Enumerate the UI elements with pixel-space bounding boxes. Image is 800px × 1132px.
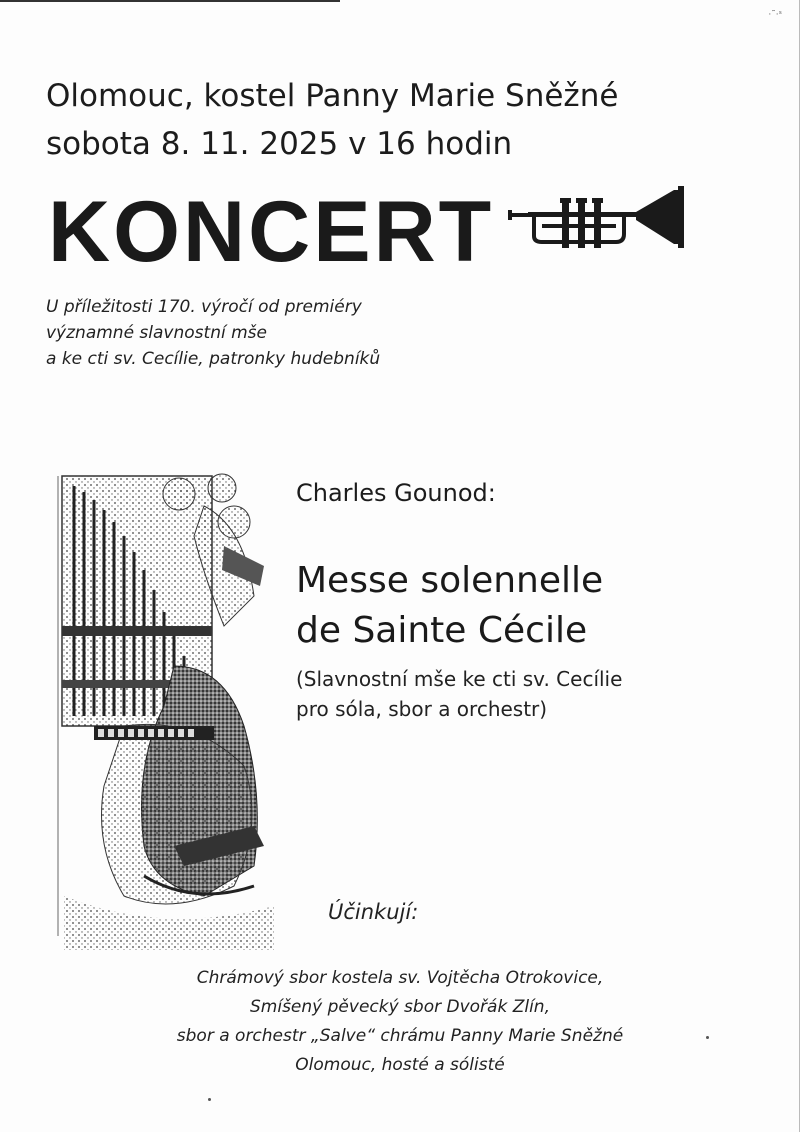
occasion-line-1: U příležitosti 170. výročí od premiéry — [46, 297, 362, 317]
work-subtitle-line-1: (Slavnostní mše ke cti sv. Cecílie — [296, 667, 623, 691]
occasion-line-2: významné slavnostní mše — [46, 323, 267, 343]
concert-title: KONCERT — [48, 184, 495, 280]
date-line: sobota 8. 11. 2025 v 16 hodin — [46, 126, 513, 162]
trumpet-icon — [506, 186, 686, 266]
saint-cecilia-organ-illustration — [54, 466, 280, 950]
work-subtitle-line-2: pro sóla, sbor a orchestr) — [296, 697, 548, 721]
top-divider — [0, 0, 340, 2]
scan-mark: ·˜·ˢ — [768, 10, 782, 20]
work-title — [296, 556, 603, 656]
performer-line-3: sbor a orchestr „Salve“ chrámu Panny Marie Sněžné — [176, 1026, 624, 1046]
scan-speck — [208, 1098, 211, 1101]
performer-line-2: Smíšený pěvecký sbor Dvořák Zlín, — [250, 997, 550, 1017]
performers-heading: Účinkují: — [328, 900, 419, 924]
performers-list — [100, 964, 700, 1080]
scan-speck — [706, 1036, 709, 1039]
work-title-line-1: Messe solennelle — [296, 560, 604, 601]
work-subtitle — [296, 664, 622, 724]
venue-line: Olomouc, kostel Panny Marie Sněžné — [46, 78, 619, 114]
composer-name: Charles Gounod: — [296, 479, 496, 507]
occasion-text — [46, 294, 380, 372]
performer-line-4: Olomouc, hosté a sólisté — [295, 1055, 505, 1075]
performer-line-1: Chrámový sbor kostela sv. Vojtěcha Otrokovice, — [196, 968, 604, 988]
occasion-line-3: a ke cti sv. Cecílie, patronky hudebníků — [46, 349, 381, 369]
work-title-line-2: de Sainte Cécile — [296, 610, 588, 651]
